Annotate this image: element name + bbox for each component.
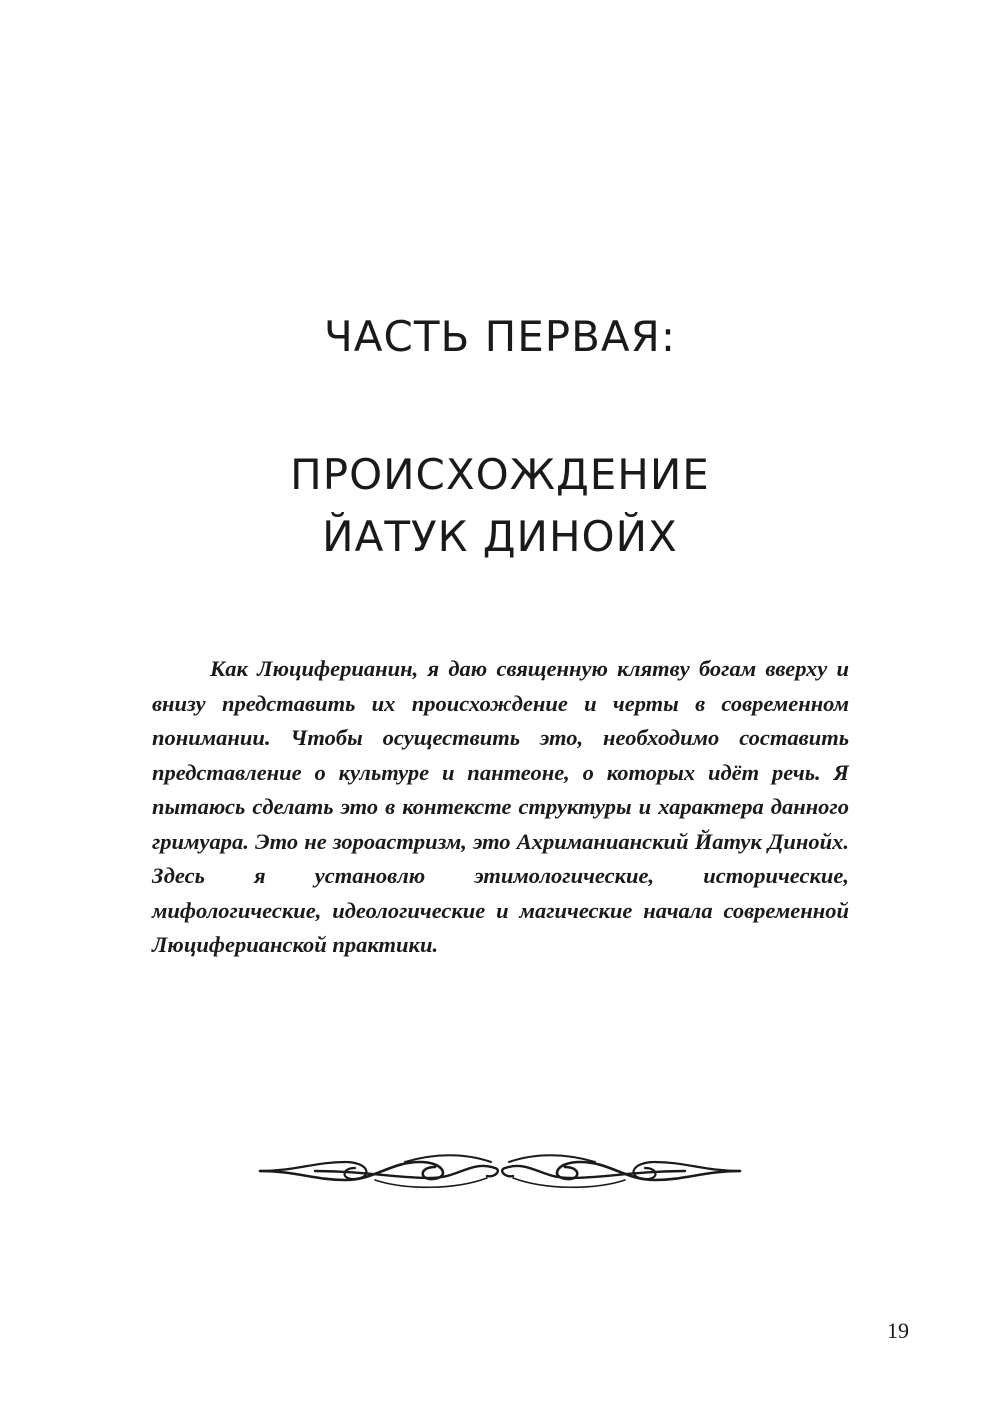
chapter-title	[0, 444, 1000, 568]
chapter-title-line-1: ПРОИСХОЖДЕНИЕ	[290, 450, 710, 499]
chapter-title-line-2: ЙАТУК ДИНОЙХ	[322, 512, 678, 561]
part-title: ЧАСТЬ ПЕРВАЯ:	[324, 312, 676, 361]
intro-paragraph: Как Люциферианин, я даю священную клятву богам вверху и внизу представить их происхождение и черты в современном понимании. Чтобы осуществить это, необходимо составить представление о культуре и пантеоне, о которых идёт речь. Я пытаюсь сделать это в контексте структуры и характера данного гримуара. Это не зороастризм, это Ахриманианский Йатук Динойх. Здесь я установлю этимологические, исторические, мифологические, идеологические и магические начала современной Люциферианской практики.	[152, 656, 849, 957]
page-number: 19	[887, 1318, 909, 1343]
flourish-divider-icon	[255, 1148, 745, 1194]
